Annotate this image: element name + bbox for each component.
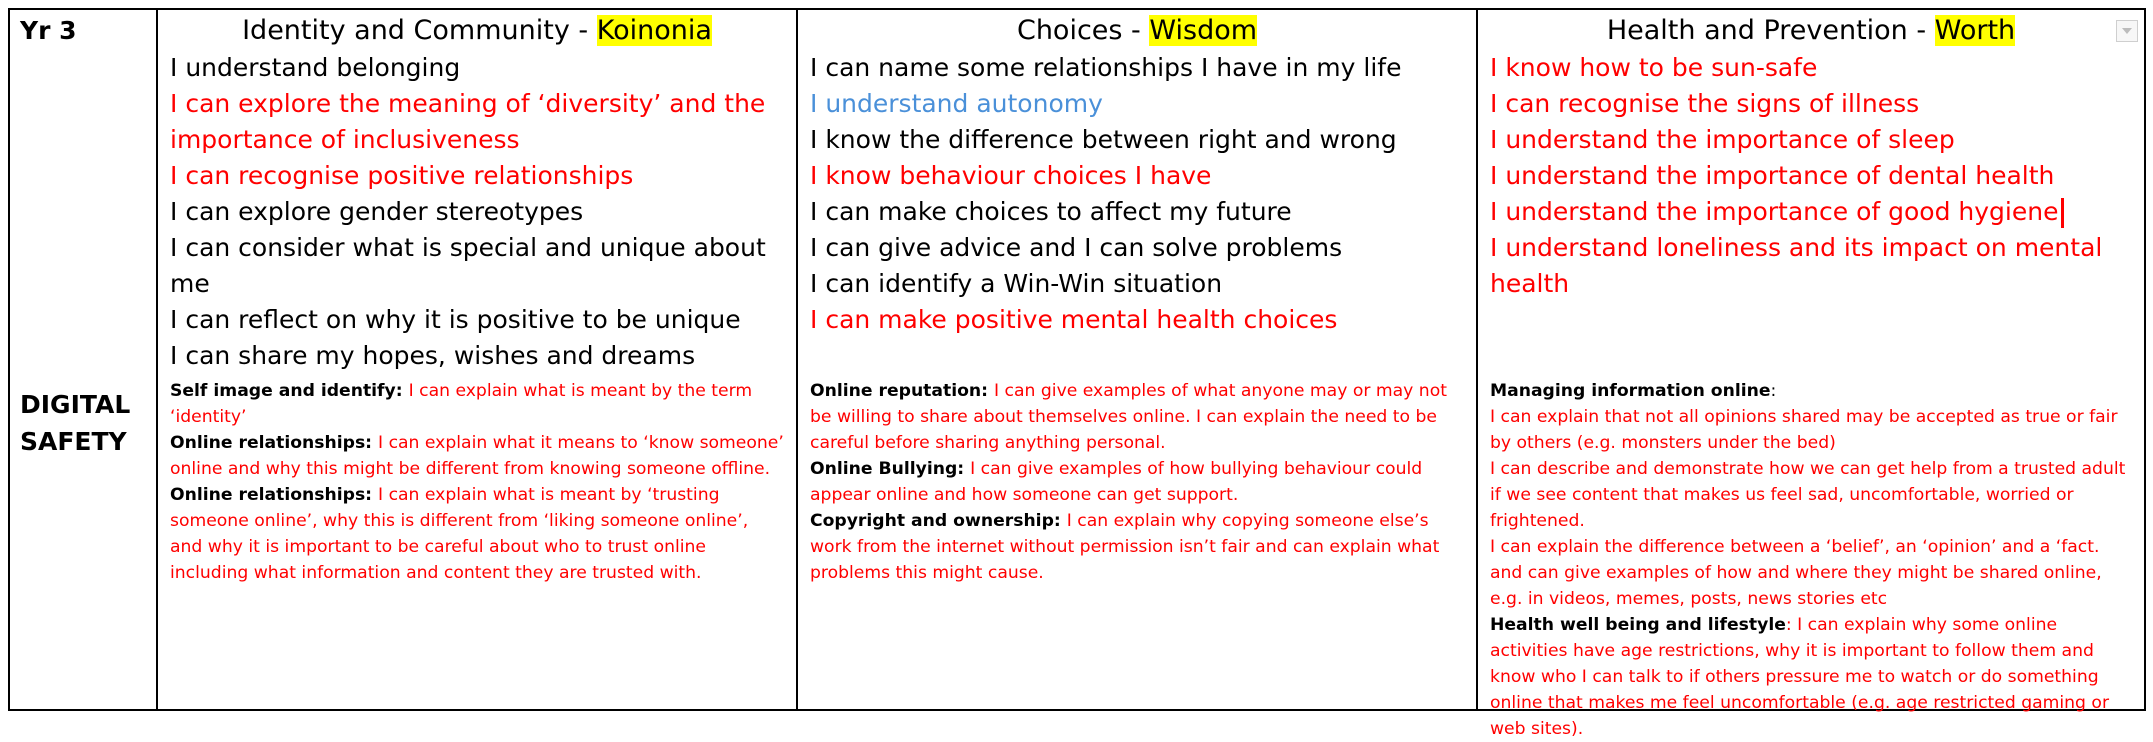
statement: I understand autonomy	[810, 89, 1103, 118]
ds-item-label: Health well being and lifestyle	[1490, 615, 1786, 635]
column-identity-community	[157, 9, 797, 710]
statement-text: I understand the importance of good hygiene	[1490, 197, 2059, 226]
statement: I can share my hopes, wishes and dreams	[170, 341, 696, 370]
dropdown-corner-icon[interactable]	[2116, 20, 2138, 42]
ds-item-text: I can give examples of what anyone may or may not be willing to share about themselves online. I can explain the need to be careful before sharing anything personal.	[810, 381, 1447, 453]
ds-item-label: Online Bullying:	[810, 459, 971, 479]
ds-item-text: I can give examples of how bullying behaviour could appear online and how someone can get support.	[810, 459, 1423, 505]
ds-item	[810, 378, 1464, 456]
ds-heading-colon: :	[1770, 381, 1777, 401]
year-label: Yr 3	[20, 16, 77, 45]
row-label-cell	[9, 9, 157, 710]
statement: I can make positive mental health choices	[810, 305, 1338, 334]
ds-item	[810, 508, 1464, 586]
statement: I can consider what is special and unique about me	[170, 233, 766, 298]
statement: I can give advice and I can solve problems	[810, 233, 1343, 262]
ds-item-label: Online relationships:	[170, 485, 379, 505]
ds-item	[1490, 612, 2132, 742]
digital-safety-label-line1: DIGITAL	[20, 390, 131, 419]
ds-item	[170, 378, 784, 430]
statement: I know the difference between right and wrong	[810, 125, 1397, 154]
statement: I can recognise the signs of illness	[1490, 89, 1920, 118]
column-title-highlight: Koinonia	[596, 15, 712, 46]
ds-item-text: I can explain what is meant by the term ‘identity’	[170, 381, 753, 427]
ds-item-text: I can explain what is meant by ‘trusting someone online’, why this is different from ‘liking someone online’, and why it is important to be careful about who to trust online including what information and content they are trusted with.	[170, 485, 749, 583]
ds-heading-label: Managing information online	[1490, 381, 1771, 401]
column-title-text: Health and Prevention -	[1606, 15, 1935, 46]
statement: I can recognise positive relationships	[170, 161, 634, 190]
column-title	[170, 12, 784, 50]
column-title-highlight: Wisdom	[1149, 15, 1258, 46]
ds-item-text: : I can explain why some online activities have age restrictions, why it is important to follow them and know who I can talk to if others pressure me to watch or do something online that makes me feel uncomfortable (e.g. age restricted gaming or web sites).	[1490, 615, 2110, 739]
pshe-curriculum-table	[8, 8, 2146, 739]
digital-safety-label-line2: SAFETY	[20, 427, 127, 456]
statement: I can name some relationships I have in my life	[810, 53, 1402, 82]
ds-line: I can explain that not all opinions shared may be accepted as true or fair by others (e.g. monsters under the bed)	[1490, 407, 2118, 453]
statement: I understand the importance of dental health	[1490, 161, 2055, 190]
column-title	[810, 12, 1464, 50]
digital-safety-label	[10, 386, 156, 460]
statement: I can identify a Win-Win situation	[810, 269, 1223, 298]
ds-item	[810, 456, 1464, 508]
statement: I can explore the meaning of ‘diversity’ and the importance of inclusiveness	[170, 89, 766, 154]
column-title-text: Choices -	[1016, 15, 1150, 46]
statement: I know behaviour choices I have	[810, 161, 1212, 190]
column-title-highlight: Worth	[1934, 15, 2016, 46]
column-choices	[797, 9, 1477, 710]
statement: I understand loneliness and its impact on mental health	[1490, 233, 2103, 298]
statement: I understand the importance of sleep	[1490, 125, 1955, 154]
ds-item-text: I can explain why copying someone else’s work from the internet without permission isn’t fair and can explain what problems this might cause.	[810, 511, 1440, 583]
ds-item	[170, 482, 784, 586]
column-title	[1490, 12, 2132, 50]
statement-with-cursor	[1490, 194, 2132, 230]
ds-item	[170, 430, 784, 482]
column-health-prevention	[1477, 9, 2145, 739]
ds-item-label: Online relationships:	[170, 433, 379, 453]
statement: I understand belonging	[170, 53, 461, 82]
ds-line: I can explain the difference between a ‘belief’, an ‘opinion’ and a ‘fact. and can give examples of how and where they might be shared online, e.g. in videos, memes, posts, news stories etc	[1490, 537, 2102, 609]
ds-item-text: I can explain what it means to ‘know someone’ online and why this might be different from knowing someone offline.	[170, 433, 784, 479]
ds-item-label: Online reputation:	[810, 381, 995, 401]
column-title-text: Identity and Community -	[242, 15, 597, 46]
statement: I can make choices to affect my future	[810, 197, 1292, 226]
digital-safety-block	[810, 378, 1464, 586]
statement: I can reflect on why it is positive to be unique	[170, 305, 741, 334]
digital-safety-block	[1490, 378, 2132, 742]
statement: I know how to be sun-safe	[1490, 53, 1818, 82]
ds-item-label: Self image and identify:	[170, 381, 409, 401]
statement: I can explore gender stereotypes	[170, 197, 584, 226]
ds-item-label: Copyright and ownership:	[810, 511, 1067, 531]
ds-line: I can describe and demonstrate how we can get help from a trusted adult if we see content that makes us feel sad, uncomfortable, worried or frightened.	[1490, 459, 2126, 531]
ds-heading	[1490, 378, 2132, 404]
digital-safety-block	[170, 378, 784, 586]
text-cursor	[2061, 198, 2064, 228]
